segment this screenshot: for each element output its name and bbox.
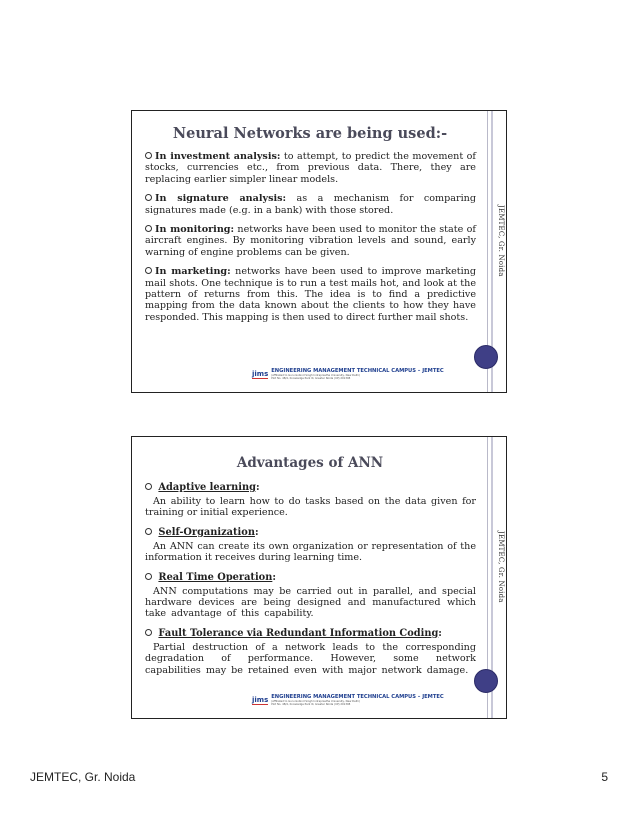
logo-name: ENGINEERING MANAGEMENT TECHNICAL CAMPUS – JEMTEC [271, 368, 444, 374]
side-label: JEMTEC, Gr. Noida [497, 531, 505, 603]
side-label: JEMTEC, Gr. Noida [497, 205, 505, 277]
page-footer-label: JEMTEC, Gr. Noida [30, 770, 136, 784]
list-item [145, 224, 476, 258]
list-item [145, 266, 476, 323]
list-item-heading: Fault Tolerance via Redundant Information Coding: [145, 628, 476, 640]
decorative-circle [474, 345, 498, 369]
institution-logo [252, 368, 444, 380]
decorative-circle [474, 669, 498, 693]
list-item-heading: Adaptive learning: [145, 482, 476, 494]
bullet-icon [145, 629, 152, 636]
item-text: networks have been used to monitor the state of aircraft engines. By monitoring vibration levels and sound, early warning of engine problems can be given. [145, 224, 476, 258]
item-text: networks have been used to improve marketing mail shots. One technique is to run a test mails hot, and look at the pattern of returns from this. The idea is to find a predictive mapping from the data known about the clients to how they have responded. This mapping is then used to direct further mail shots. [145, 266, 477, 323]
list-item-text: Partial destruction of a network leads to the corresponding degradation of performance. However, some network capabilities may be retained even with major network damage. [145, 641, 476, 676]
logo-address: Plot No. 48/4, Knowledge Park III, Greater Noida (UP) 201308 [271, 703, 351, 706]
list-item [145, 193, 476, 216]
bullet-icon [145, 194, 152, 201]
logo-address: Plot No. 48/4, Knowledge Park III, Greater Noida (UP) 201308 [271, 377, 351, 380]
logo-mark: jims [252, 695, 269, 704]
institution-logo [252, 694, 444, 706]
logo-text [271, 368, 443, 380]
list-item-text: ANN computations may be carried out in parallel, and special hardware devices are being designed and manufactured which take advantage of this capability. [145, 585, 476, 620]
bullet-icon [145, 483, 152, 490]
bullet-icon [145, 267, 152, 274]
logo-text [271, 694, 443, 706]
logo-affiliation: (Affiliated to Guru Gobind Singh Indraprastha University, New Delhi) [271, 700, 360, 703]
slide-title: Neural Networks are being used:- [172, 125, 448, 142]
item-heading: In monitoring: [155, 224, 235, 236]
bullet-icon [145, 573, 152, 580]
item-heading: In marketing: [155, 266, 231, 278]
list-item [145, 151, 476, 185]
bullet-icon [145, 528, 152, 535]
item-text: as a mechanism for comparing signatures made (e.g. in a bank) with those stored. [145, 193, 476, 216]
slide-advantages-of-ann [131, 436, 507, 719]
page-number: 5 [601, 770, 608, 784]
slide-title: Advantages of ANN [236, 455, 384, 471]
logo-affiliation: (Affiliated to Guru Gobind Singh Indraprastha University, New Delhi) [271, 374, 360, 377]
list-item-heading: Real Time Operation: [145, 572, 476, 584]
slide-neural-networks-uses [131, 110, 507, 393]
logo-name: ENGINEERING MANAGEMENT TECHNICAL CAMPUS – JEMTEC [271, 694, 444, 700]
item-heading: In investment analysis: [155, 151, 281, 162]
slide-content [145, 482, 476, 684]
list-item-heading: Self-Organization: [145, 527, 476, 539]
list-item-text: An ANN can create its own organization or representation of the information it receives during learning time. [145, 540, 476, 564]
item-text: to attempt, to predict the movement of stocks, currencies etc., from previous data. There, they are replacing earlier simpler linear models. [145, 151, 476, 185]
logo-mark: jims [252, 369, 269, 378]
bullet-icon [145, 152, 152, 159]
item-heading: In signature analysis: [155, 193, 287, 205]
bullet-icon [145, 225, 152, 232]
list-item-text: An ability to learn how to do tasks based on the data given for training or initial experience. [145, 496, 476, 519]
slide-content [145, 151, 476, 331]
